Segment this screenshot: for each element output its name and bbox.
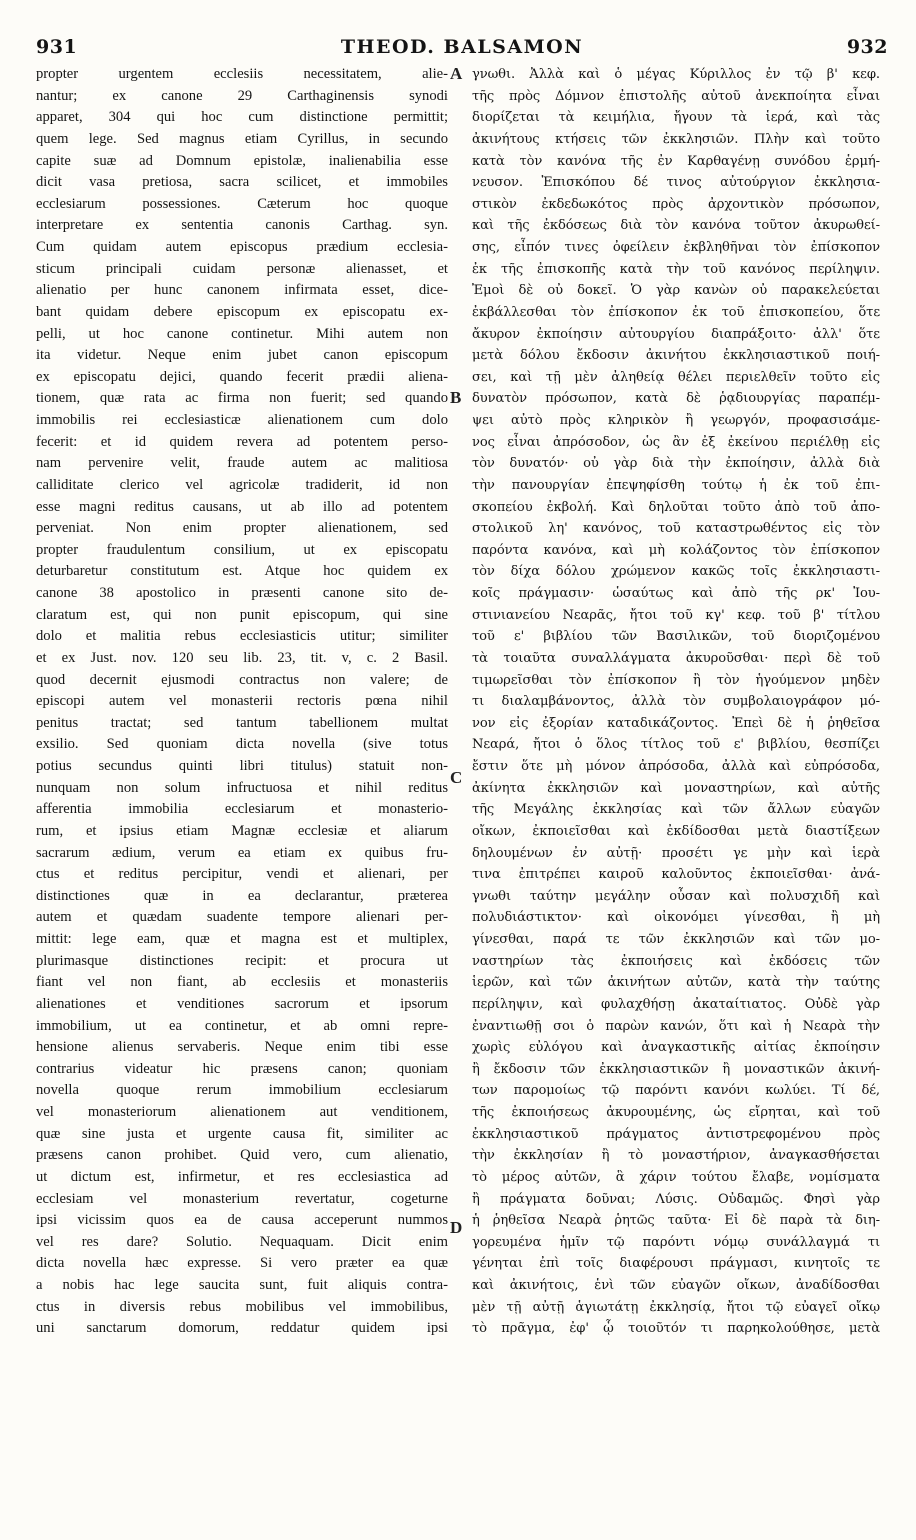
greek-text-line: ἔστιν ὅτε μὴ μόνον ἀπρόσοδα, ἀλλὰ καὶ εὐπρόσοδα,: [472, 759, 880, 774]
latin-text-line: dicit vasa pretiosa, sacra scilicet, et immobiles: [36, 174, 448, 191]
greek-text-line: κοῖς πράγμασιν· ὡσαύτως καὶ ἀπὸ τῆς ρκ' Ἰου-: [472, 586, 880, 601]
latin-text-line: nantur; ex canone 29 Carthaginensis synodi: [36, 87, 448, 104]
latin-text-line: hensione alienus servaberis. Neque enim tibi esse: [36, 1039, 448, 1056]
greek-text-line: ναστηρίων τὰς ἐκποιήσεις καὶ ἐκδόσεις τῶν: [472, 953, 880, 969]
latin-text-line: esse magni reditus causans, ut ab illo ad potentem: [36, 498, 448, 515]
greek-text-line: κατὰ τὸν κανόνα τῆς ἐν Καρθαγένῃ συνόδου ἑρμή-: [472, 153, 880, 169]
greek-text-line: ἡ ῥηθεῖσα Νεαρὰ ῥητῶς ταῦτα· Εἰ δὲ παρὰ τὰ διη-: [472, 1213, 880, 1229]
latin-text-line: vel monasteriorum alienationem aut venditionem,: [36, 1104, 448, 1120]
latin-text-line: nunquam non solum infructuosa et nihil reditus: [36, 779, 448, 796]
latin-text-line: dicta novella hæc expresse. Si vero præter ea quæ: [36, 1255, 448, 1272]
greek-text-line: καὶ τῆς ἐκδόσεως διὰ τὸν κανόνα τοῦτον ἀκυρωθεί-: [472, 218, 880, 234]
greek-text-line: ἱερῶν, καὶ τῶν ἀκινήτων αὐτῶν, κατὰ τὴν ταύτης: [472, 975, 880, 991]
greek-text-line: διορίζεται τὰ κειμήλια, ἤγουν τὰ ἱερά, καὶ τὰς: [472, 110, 880, 126]
latin-text-line: novella quoque rerum immobilium ecclesiarum: [36, 1082, 448, 1099]
latin-text-line: distinctiones quæ in ea declarantur, præterea: [36, 887, 448, 904]
margin-letter-c: C: [450, 768, 463, 787]
greek-text-line: γορευμένα ἡμῖν τῷ παρόντι νόμῳ συνάλλαγμά τι: [472, 1234, 880, 1250]
right-page-number: 932: [846, 36, 888, 58]
latin-text-line: interpretare ex sententia canonis Carthag. syn.: [36, 217, 448, 234]
latin-text-line: sacrarum ædium, verum ea etiam ex quibus fru-: [36, 844, 448, 861]
latin-text-line: immobilis rei ecclesiasticæ alienationem cum dolo: [36, 412, 448, 428]
greek-text-line: ἄκυρον ἐκποίησιν αὐτουργίου διαπράξοιτο· ἀλλ' ὅτε: [472, 326, 880, 342]
greek-text-line: των παρομοίως τῷ παρόντι κανόνι κωλύει. Τί δέ,: [472, 1083, 880, 1099]
latin-text-line: ctus in diversis rebus mobilibus vel immobilibus,: [36, 1298, 448, 1315]
latin-text-line: calliditate clerico vel agricolæ tradiderit, id non: [36, 476, 448, 493]
latin-text-line: fiant vel non fiant, ab ecclesiis et monasteriis: [36, 974, 448, 991]
latin-text-line: ctus et reditus percipitur, vendi et alienari, per: [36, 866, 448, 883]
latin-text-line: quem lege. Sed magnus etiam Cyrillus, in secundo: [36, 130, 448, 147]
greek-text-line: στολικοῦ λη' κανόνος, τοῦ καταστρωθέντος εἰς τὸν: [472, 521, 880, 537]
greek-text-line: οἴκων, ἐκποιεῖσθαι καὶ ἐκδίδοσθαι μετὰ διαστίξεων: [472, 823, 880, 839]
greek-text-line: τοῦ ε' βιβλίου τῶν Βασιλικῶν, τοῦ διοριζομένου: [472, 629, 880, 645]
latin-text-line: canone 38 apostolico in præsenti canone sito de-: [36, 585, 448, 601]
latin-text-line: dolo et malitia rebus ecclesiasticis utitur; similiter: [36, 628, 448, 645]
latin-text-line: sticum principali cuidam personæ alienasset, et: [36, 260, 448, 277]
latin-text-line: propter urgentem ecclesiis necessitatem, alie-: [36, 66, 448, 82]
latin-text-line: propter fraudulentum consilium, ut ex episcopatu: [36, 541, 448, 558]
latin-text-line: quod decernit ejusmodi contractus non valere; de: [36, 671, 448, 688]
greek-text-line: γένηται ἐπὶ τοῖς διαφέρουσι πράγμασι, κινητοῖς τε: [472, 1256, 880, 1272]
greek-text-line: ἀκίνητα ἐκκλησιῶν καὶ μοναστηρίων, καὶ αὐτῆς: [472, 780, 880, 796]
latin-text-line: alienationes et venditiones sacrorum et ipsorum: [36, 995, 448, 1012]
greek-text-line: τὴν ἐκκλησίαν ἢ τὸ μοναστήριον, ἀναγκασθήσεται: [472, 1148, 880, 1164]
latin-text-line: quæ sine justa et urgente causa fit, similiter ac: [36, 1125, 448, 1142]
greek-text-line: παρόντα κανόνα, καὶ μὴ κολάζοντος τὸν ἐπίσκοπον: [472, 542, 880, 558]
latin-text-line: pelli, ut hoc canone continetur. Mihi autem non: [36, 325, 448, 342]
greek-text-line: ἐκκλησιαστικοῦ πράγματος ἀντιστρεφομένου πρὸς: [472, 1126, 880, 1142]
greek-text-line: τὰ τοιαῦτα συναλλάγματα ἀκυροῦσθαι· περὶ δὲ τοῦ: [472, 650, 880, 666]
greek-text-line: ἐναντιωθῇ σοι ὁ παρὼν κανών, ὅτι καὶ ἡ Νεαρὰ τὴν: [472, 1018, 880, 1034]
margin-letter-a: A: [450, 64, 463, 83]
running-title: THEOD. BALSAMON: [340, 36, 584, 58]
latin-text-line: perveniat. Non enim propter alienationem, sed: [36, 520, 448, 537]
greek-text-line: ἢ πράγματα δοῦναι; Λύσις. Οὐδαμῶς. Φησὶ γὰρ: [472, 1191, 880, 1207]
greek-text-line: ἐκ τῆς ἐπισκοπῆς κατὰ τὴν τοῦ κανόνος περίληψιν.: [472, 261, 880, 277]
greek-text-line: τιμωρεῖσθαι τὸν ἐπίσκοπον ἢ τὸν ἡγούμενον μηδὲν: [472, 672, 880, 688]
latin-column: [36, 64, 448, 1340]
greek-text-line: τι διαλαμβάνοντος, ἀλλὰ τὸν συμβολαιογράφον μό-: [472, 694, 880, 710]
latin-text-line: fecerit: et id quidem revera ad potentem perso-: [36, 433, 448, 450]
greek-text-line: σκοπείου ἐκβολή. Καὶ δηλοῦται τοῦτο ἀπὸ τοῦ ἀπο-: [472, 499, 880, 515]
latin-text-line: ipsi vicissim quos ea de causa acceperunt nummos: [36, 1212, 448, 1229]
latin-text-line: ecclesiam vel monasterium revertatur, cogeturne: [36, 1190, 448, 1207]
greek-text-line: ψει αὐτὸ πρὸς κληρικὸν ἢ γεωργόν, προφασισάμε-: [472, 413, 880, 428]
latin-text-line: immobilium, ut ea continetur, et ab omni repre-: [36, 1017, 448, 1034]
latin-text-line: mittit: lege eam, quæ et magna est et multiplex,: [36, 931, 448, 947]
margin-letter-d: D: [450, 1218, 463, 1237]
latin-text-line: capite suæ ad Domnum epistolæ, inalienabilia esse: [36, 152, 448, 169]
greek-text-line: τῆς πρὸς Δόμνον ἐπιστολῆς αὐτοῦ ἀνεκποίητα εἶναι: [472, 88, 880, 104]
latin-text-line: potius secundus quinti libri titulus) statuit non-: [36, 758, 448, 774]
greek-text-line: σει, καὶ τῇ μὲν ἀληθείᾳ θέλει περιελθεῖν τοῦτο εἰς: [472, 369, 880, 385]
greek-text-line: τὴν πανουργίαν ἐπεψηφίσθη τούτῳ ἡ ἐκ τοῦ ἐπι-: [472, 477, 880, 493]
latin-text-line: afferentia immobilia ecclesiarum et monasterio-: [36, 801, 448, 818]
greek-text-line: στινιανείου Νεαρᾶς, ἤτοι τοῦ κγ' κεφ. τοῦ β' τίτλου: [472, 607, 880, 623]
greek-text-line: πολυδιάστικτον· καὶ οἰκονόμει γίνεσθαι, ἢ μὴ: [472, 910, 880, 926]
greek-text-line: γίνεσθαι, παρά τε τῶν ἐκκλησιῶν καὶ τῶν μο-: [472, 932, 880, 947]
latin-text-line: ex episcopatu dejici, quando fecerit prædii aliena-: [36, 368, 448, 385]
greek-text-line: περίληψιν, καὶ φυλαχθήσῃ ἀκατα​ίτιατος. Οὐδὲ γὰρ: [472, 996, 880, 1012]
greek-text-line: τὸν δυνατόν· οὐ γὰρ διὰ τὴν ἐκποίησιν, ἀλλὰ διὰ: [472, 456, 880, 472]
latin-text-line: episcopi autem vel monasterii rectoris pœna nihil: [36, 693, 448, 710]
greek-text-line: τὸ πρᾶγμα, ἐφ' ᾧ τοιοῦτόν τι παρηκολούθησε, μετὰ: [472, 1321, 880, 1337]
latin-text-line: uni sanctarum domorum, reddatur quidem ipsi: [36, 1320, 448, 1337]
latin-text-line: penitus tractat; sed tantum tabellionem multat: [36, 714, 448, 731]
latin-text-line: apparet, 304 qui hoc cum distinctione permittit;: [36, 109, 448, 126]
greek-text-line: νευσον. Ἐπισκόπου δέ τινος αὐτούργιον ἐκκλησια-: [472, 175, 880, 191]
margin-letter-b: B: [450, 388, 462, 407]
latin-text-line: claratum est, qui non punit episcopum, qui sine: [36, 606, 448, 623]
greek-text-line: Νεαρά, ἤτοι ὁ ὅλος τίτλος τοῦ ε' βιβλίου, θεσπίζει: [472, 737, 880, 753]
greek-text-line: τῆς Μεγάλης ἐκκλησίας καὶ τῶν ἄλλων εὐαγῶν: [472, 802, 880, 818]
greek-text-line: στικὸν ἐκδεδωκότος πρὸς ἀρχοντικὸν πρόσωπον,: [472, 196, 880, 212]
latin-text-line: tionem, quæ rata ac firma non fuerit; sed quando: [36, 390, 448, 407]
latin-text-line: ut dictum est, infirmetur, et res ecclesiastica ad: [36, 1168, 448, 1185]
latin-text-line: contrarius videatur hic præsens canon; quoniam: [36, 1060, 448, 1077]
greek-text-line: χωρὶς εὐλόγου καὶ ἀναγκαστικῆς αἰτίας ἐκποίησιν: [472, 1040, 880, 1056]
greek-text-line: ἀκινήτους κτήσεις τῶν ἐκκλησιῶν. Πλὴν καὶ τοῦτο: [472, 131, 880, 147]
latin-text-line: deturbaretur constitutum est. Atque hoc quidem ex: [36, 563, 448, 580]
page-header: [36, 36, 888, 66]
greek-column: [472, 64, 880, 1340]
latin-text-line: rum, et ipsius etiam Magnæ ecclesiæ et aliarum: [36, 822, 448, 839]
greek-text-line: δηλουμένων ἐν αὐτῇ· προσέτι γε μὴν καὶ ἱερὰ: [472, 845, 880, 861]
greek-text-line: δυνατὸν πρόσωπον, κατὰ δὲ ῥᾳδιουργίας παραπέμ-: [472, 391, 880, 407]
latin-text-line: exsilio. Sed quoniam dicta novella (sive totus: [36, 736, 448, 753]
latin-text-line: vel res dare? Solutio. Nequaquam. Dicit enim: [36, 1233, 448, 1250]
greek-text-line: μετὰ δόλου ἔκδοσιν ἀκινήτου ἐκκλησιαστικοῦ ποιή-: [472, 348, 880, 364]
greek-text-line: σης, εἶπόν τινες ὀφείλειν ἐκβληθῆναι τὸν ἐπίσκοπον: [472, 240, 880, 255]
greek-text-line: γνωθι ταύτην μεγάλην οὖσαν καὶ πολυσχιδῆ καὶ: [472, 888, 880, 904]
latin-text-line: nam pervenire velit, fraude autem ac malitiosa: [36, 455, 448, 472]
latin-text-line: ecclesiarum possessiones. Cæterum hoc quoque: [36, 195, 448, 212]
greek-text-line: τῆς ἐκποιήσεως ἀκυρουμένης, ὡς εἴρηται, καὶ τοῦ: [472, 1105, 880, 1120]
latin-text-line: Cum quidam autem episcopus prædium ecclesia-: [36, 239, 448, 255]
latin-text-line: a nobis hac lege saucita sunt, fuit aliquis contra-: [36, 1277, 448, 1293]
greek-text-line: ἢ ἔκδοσιν τῶν ἐκκλησιαστικῶν ἢ μοναστικῶν ἀκινή-: [472, 1061, 880, 1077]
latin-text-line: præsens canon prohibet. Quid vero, cum alienatio,: [36, 1147, 448, 1164]
greek-text-line: νον εἰς ἐξορίαν καταδικάζοντος. Ἐπεὶ δὲ ἡ ῥηθεῖσα: [472, 715, 880, 731]
left-page-number: 931: [36, 36, 78, 58]
latin-text-line: bant quidam debere episcopum ex episcopatu ex-: [36, 303, 448, 320]
greek-text-line: νος εἶναι ἀπρόσοδον, ὡς ἂν ἐξ ἐκείνου περιέλθῃ εἰς: [472, 434, 880, 450]
greek-text-line: Ἐμοὶ δὲ οὐ δοκεῖ. Ὁ γὰρ κανὼν οὐ παρακελεύεται: [472, 283, 880, 299]
greek-text-line: καὶ ἀκινήτοις, ἑνὶ τῶν εὐαγῶν οἴκων, ἀναδίδοσθαι: [472, 1278, 880, 1293]
greek-text-line: τινα ἐπιτρέπει καιροῦ καλοῦντος ἐκποιεῖσθαι· ἀνά-: [472, 867, 880, 883]
latin-text-line: alienatio per hunc canonem infirmata esset, dice-: [36, 282, 448, 299]
latin-text-line: ita videtur. Neque enim jubet canon episcopum: [36, 347, 448, 364]
latin-text-line: autem et quædam suadente tempore alienari per-: [36, 909, 448, 926]
latin-text-line: et ex Just. nov. 120 seu lib. 23, tit. v, c. 2 Basil.: [36, 649, 448, 666]
greek-text-line: ἐκβάλλεσθαι τὸν ἐπίσκοπον ἐκ τοῦ ἐπισκοπείου, ὅτε: [472, 304, 880, 320]
greek-text-line: τὸ μέρος αὐτῶν, ἃ χάριν τούτου ἔλαβε, νομίσματα: [472, 1169, 880, 1185]
greek-text-line: γνωθι. Ἀλλὰ καὶ ὁ μέγας Κύριλλος ἐν τῷ β' κεφ.: [472, 67, 880, 82]
latin-text-line: plurimasque distinctiones recipit: et procura ut: [36, 952, 448, 969]
greek-text-line: τὸν δίχα δόλου χρώμενον κακῶς τοῖς ἐκκλησιαστι-: [472, 564, 880, 580]
greek-text-line: μὲν τῇ αὐτῇ ἁγιωτάτῃ ἐκκλησίᾳ, ἤτοι τῷ εὐαγεῖ οἴκῳ: [472, 1299, 880, 1315]
